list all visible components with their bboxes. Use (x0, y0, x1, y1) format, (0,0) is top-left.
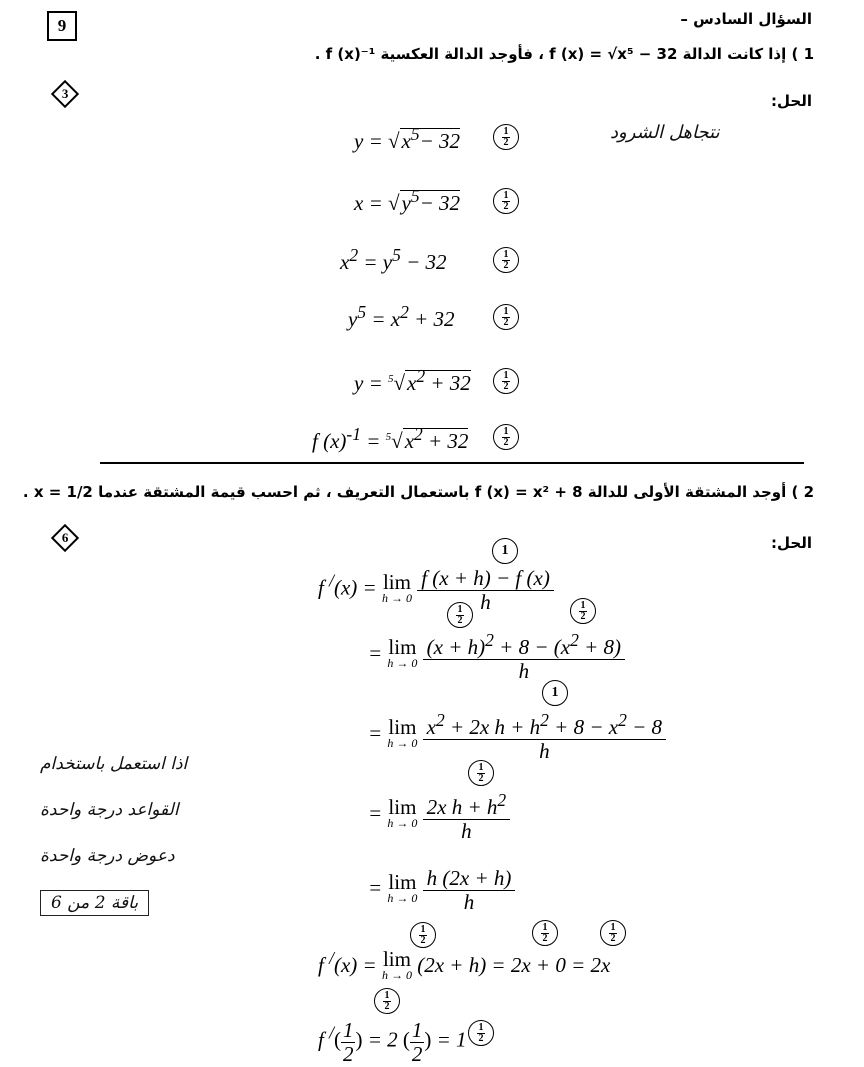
half-mark: 1 2 (532, 920, 558, 946)
q2-text: أوجد المشتقة الأولى للدالة f (x) = x² + 8 باستعمال التعريف ، ثم احسب قيمة المشتقة عندما x = 1/2 . (22, 483, 787, 501)
q2-line-6: f /(x) = lim h → 0 (2x + h) = 2x + 0 = 2x (318, 947, 611, 983)
half-mark: 1 2 (493, 188, 519, 214)
q1-grader-note: نتجاهل الشرود (610, 122, 720, 143)
q1-text: إذا كانت الدالة f (x) = √x⁵ − 32 ، فأوجد الدالة العكسية f (x)⁻¹ . (314, 45, 787, 63)
half-mark: 1 2 (468, 760, 494, 786)
q2-statement (23, 483, 814, 501)
q1-step-6: f $(x)^{-1} = ^5√x^2 + 32$ (312, 424, 469, 453)
one-mark: 1 (542, 680, 568, 706)
q1-step-4: $y^5 = x^2 + 32$ (348, 302, 455, 331)
q1-step-1: $y = √x^5- 32$ (354, 124, 461, 153)
q1-score-diamond (51, 80, 79, 108)
q2-line-2: = lim h → 0 $\frac{(x + h)^2 + 8 - (x^2 + 8)}{h}$ (368, 628, 625, 682)
half-mark: 1 2 (493, 247, 519, 273)
half-mark: 1 2 (493, 304, 519, 330)
half-mark: 1 2 (493, 368, 519, 394)
q2-grader-note-box: باقة 2 من 6 (40, 890, 149, 916)
q1-step-3: $x^2 = y^5 - 32$ (340, 245, 447, 274)
half-mark: 1 2 (374, 988, 400, 1014)
half-mark: 1 2 (493, 124, 519, 150)
q2-line-4: = lim h → 0 $\frac{2x h + h^2}{h}$ (368, 788, 510, 842)
half-mark: 1 2 (468, 1020, 494, 1046)
section-divider (100, 462, 804, 464)
q2-solution-label: الحل: (771, 534, 812, 552)
q1-statement (315, 45, 814, 63)
q2-number: 2 ) (791, 483, 814, 501)
q1-number: 1 ) (791, 45, 814, 63)
q2-grader-note-line-3: دعوض درجة واحدة (40, 846, 175, 866)
q1-score: 3 (61, 86, 69, 101)
q1-step-2: $x = √y^5- 32$ (354, 186, 461, 215)
q2-score-diamond (51, 524, 79, 552)
q2-final-value: f /( $\frac{1}{2}$ ) = 2 ( $\frac{1}{2}$ ) = 1 (318, 1018, 467, 1066)
q2-line-5: = lim h → 0 $\frac{h (2x + h)}{h}$ (368, 866, 515, 913)
half-mark: 1 2 (600, 920, 626, 946)
total-score: 9 (57, 16, 67, 35)
one-mark: 1 (492, 538, 518, 564)
half-mark: 1 2 (493, 424, 519, 450)
question-title: السؤال السادس – (680, 10, 812, 28)
half-mark: 1 2 (447, 602, 473, 628)
q2-line-1: f /(x) = lim h → 0 $\frac{f (x + h) - f (x)}{h}$ (318, 566, 554, 613)
q2-score: 6 (61, 530, 69, 545)
q2-grader-note-line-1: اذا استعمل باستخدام (40, 754, 188, 774)
half-mark: 1 2 (570, 598, 596, 624)
half-mark: 1 2 (410, 922, 436, 948)
total-score-box (47, 11, 77, 41)
q2-grader-note-line-2: القواعد درجة واحدة (40, 800, 179, 820)
q1-solution-label: الحل: (771, 92, 812, 110)
q1-step-5: $y = ^5√x^2 + 32$ (354, 366, 471, 395)
q2-line-3: = lim h → 0 $\frac{x^2 + 2x h + h^2 + 8 - x^2 - 8}{h}$ (368, 708, 666, 762)
